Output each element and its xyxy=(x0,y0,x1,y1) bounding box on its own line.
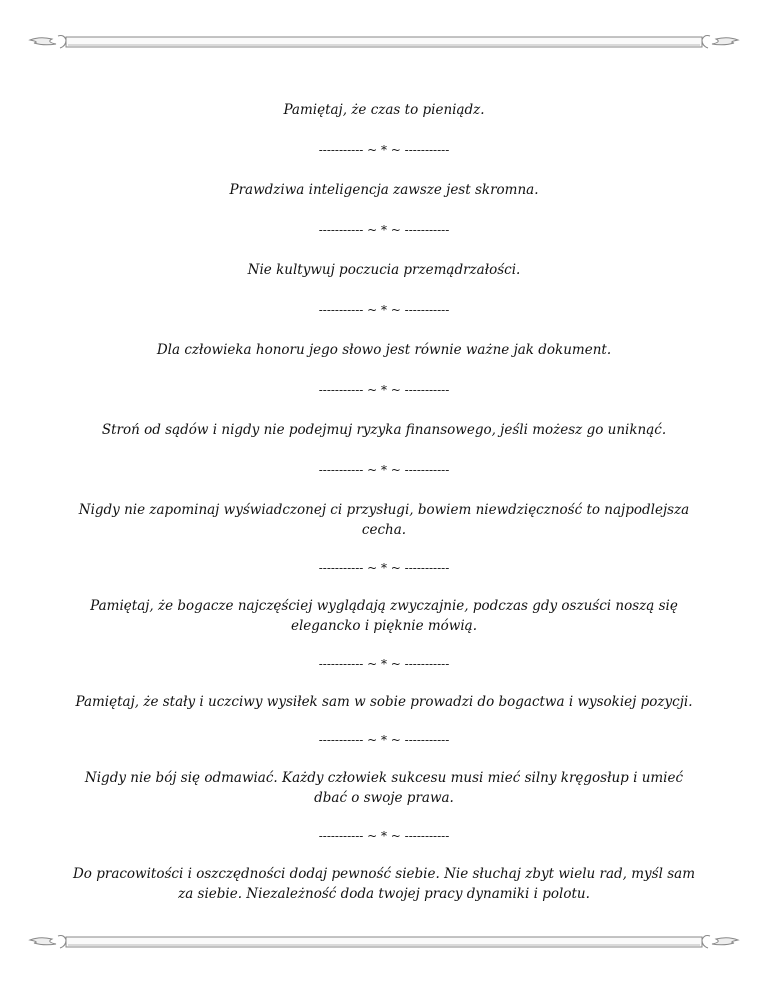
quote-6: Nigdy nie zapominaj wyświadczonej ci przysługi, bowiem niewdzięczność to najpodlejsza cecha. xyxy=(78,502,690,538)
separator: ----------- ~ * ~ ----------- xyxy=(318,733,450,747)
quote-1: Pamiętaj, że czas to pieniądz. xyxy=(283,102,485,118)
separator: ----------- ~ * ~ ----------- xyxy=(318,223,450,237)
separator: ----------- ~ * ~ ----------- xyxy=(318,657,450,671)
quote-5: Stroń od sądów i nigdy nie podejmuj ryzyka finansowego, jeśli możesz go uniknąć. xyxy=(101,422,667,438)
top-scroll-border xyxy=(0,28,768,58)
quote-list xyxy=(70,100,698,904)
quote-10: Do pracowitości i oszczędności dodaj pewność siebie. Nie słuchaj zbyt wielu rad, myśl sam za siebie. Niezależność doda twojej pracy dynamiki i polotu. xyxy=(72,866,695,902)
separator: ----------- ~ * ~ ----------- xyxy=(318,561,450,575)
separator: ----------- ~ * ~ ----------- xyxy=(318,143,450,157)
quote-2: Prawdziwa inteligencja zawsze jest skromna. xyxy=(229,182,539,198)
separator: ----------- ~ * ~ ----------- xyxy=(318,463,450,477)
separator: ----------- ~ * ~ ----------- xyxy=(318,303,450,317)
quote-8: Pamiętaj, że stały i uczciwy wysiłek sam w sobie prowadzi do bogactwa i wysokiej pozycji. xyxy=(75,694,693,710)
bottom-scroll-border xyxy=(0,928,768,958)
quote-4: Dla człowieka honoru jego słowo jest równie ważne jak dokument. xyxy=(156,342,612,358)
scroll-ornament-icon xyxy=(0,28,768,58)
quote-3: Nie kultywuj poczucia przemądrzałości. xyxy=(247,262,521,278)
quote-9: Nigdy nie bój się odmawiać. Każdy człowiek sukcesu musi mieć silny kręgosłup i umieć dbać o swoje prawa. xyxy=(84,770,684,806)
separator: ----------- ~ * ~ ----------- xyxy=(318,383,450,397)
quote-7: Pamiętaj, że bogacze najczęściej wyglądają zwyczajnie, podczas gdy oszuści noszą się elegancko i pięknie mówią. xyxy=(90,598,678,634)
separator: ----------- ~ * ~ ----------- xyxy=(318,829,450,843)
scroll-ornament-icon xyxy=(0,928,768,958)
